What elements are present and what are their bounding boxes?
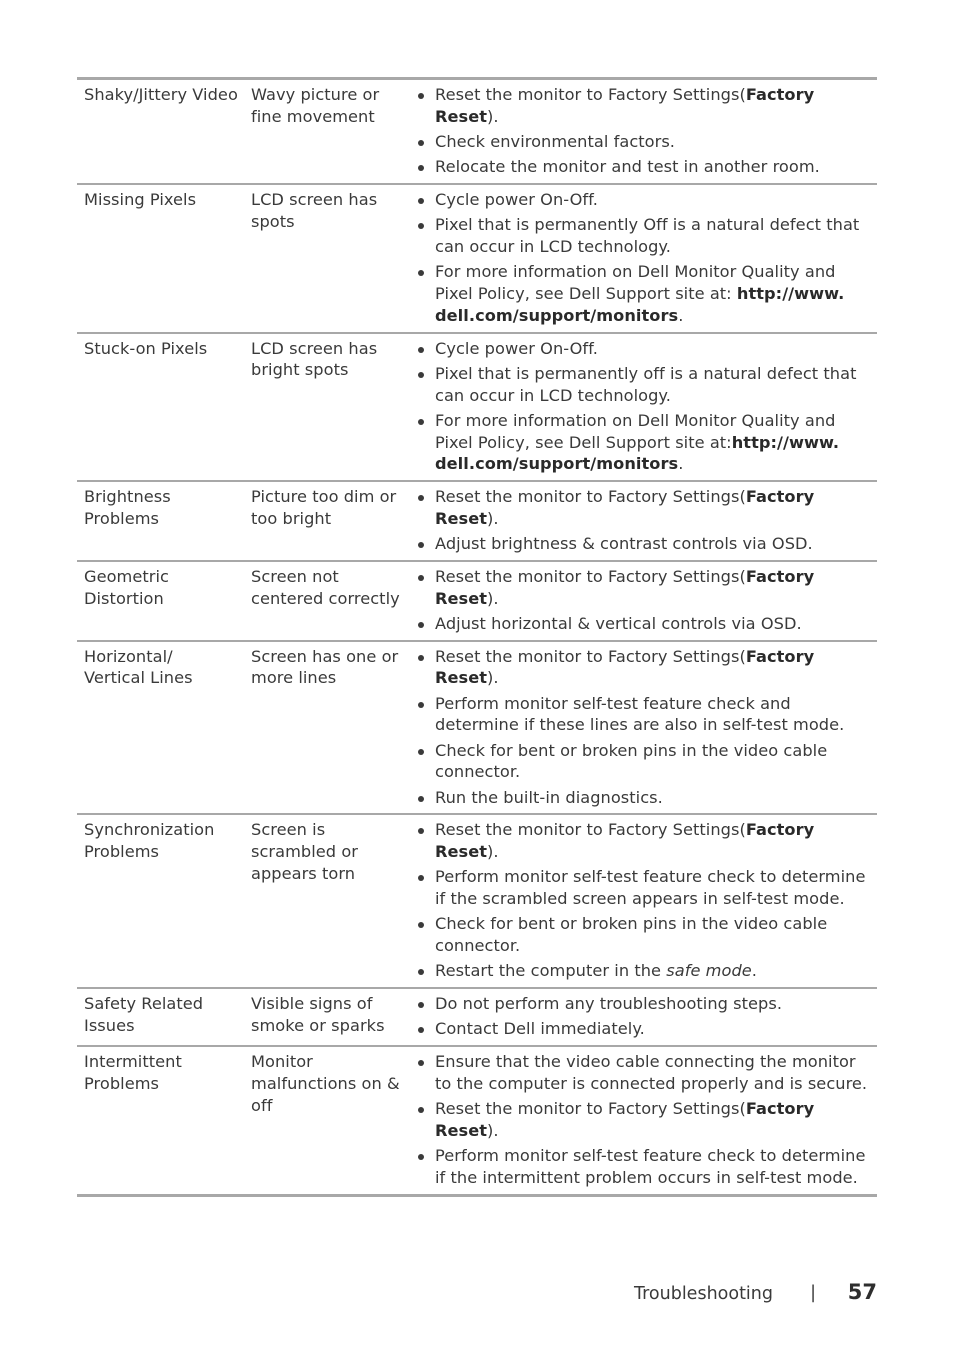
table-row [77,1046,877,1195]
problem-cell: Picture too dim or too bright [244,481,410,561]
bold-text: Factory Reset [435,1099,815,1140]
text-segment: ). [487,508,499,528]
text-segment: Restart the computer in the [435,961,667,981]
bold-text: http://www.​dell.com/support/monitors [435,432,840,474]
symptom-cell: Shaky/Jittery Video [84,85,238,104]
solution-item [416,1098,873,1142]
table-row [77,988,877,1046]
text-segment: Reset the monitor to Factory Settings( [435,1099,746,1119]
symptom-cell: Synchronization Problems [77,814,244,988]
bold-text: Factory Reset [435,487,815,528]
text-segment: For more information on Dell Monitor Quality and Pixel Policy, see Dell Support site at: [435,410,836,452]
solution-item [416,84,873,128]
text-segment: Pixel that is permanently off is a natural defect that can occur in LCD technology. [435,363,857,405]
text-segment: Run the built-in diagnostics. [435,787,663,807]
symptom-cell: Geometric Distortion [77,561,244,641]
solutions-cell [410,333,877,482]
solutions-cell [410,814,877,988]
text-segment: Reset the monitor to Factory Settings( [435,646,746,666]
solution-item [416,131,873,153]
problem-cell: Wavy picture or fine movement [251,85,380,126]
bold-text: Factory Reset [435,646,815,688]
solution-list [416,819,873,982]
symptom-cell: Safety Related Issues [77,988,244,1046]
solutions-cell [410,1046,877,1195]
italic-text: safe mode [666,961,752,981]
solution-item [416,993,873,1015]
text-segment: Cycle power On-Off. [435,189,598,209]
text-segment: Adjust brightness & contrast controls via OSD. [435,534,813,554]
solution-item [416,787,873,809]
bold-text: http://www.​dell.com/support/monitors [435,283,845,325]
text-segment: Perform monitor self-test feature check to determine if the scrambled screen appears in self-test mode. [435,867,866,909]
solution-item [416,363,873,407]
table-row [77,79,877,184]
table-row [77,333,877,482]
solution-list [416,486,873,555]
solution-list [416,646,873,809]
solutions-cell [410,79,877,184]
symptom-cell: Missing Pixels [77,184,244,333]
bold-text: Factory Reset [435,85,815,126]
solution-item [416,1051,873,1095]
symptom-cell: Horizontal/ Vertical Lines [77,641,244,815]
text-segment: Check environmental factors. [435,131,675,151]
table-row [77,641,877,815]
text-segment: Reset the monitor to Factory Settings( [435,487,746,507]
solution-list [416,84,873,178]
text-segment: Contact Dell immediately. [435,1019,645,1039]
solution-item [416,410,873,475]
solution-list [416,1051,873,1189]
solution-item [416,613,873,635]
problem-cell: Visible signs of smoke or sparks [244,988,410,1046]
text-segment: Reset the monitor to Factory Settings( [435,820,746,840]
symptom-cell: Brightness Problems [77,481,244,561]
table-body [77,79,877,1196]
solution-item [416,1145,873,1189]
text-segment: For more information on Dell Monitor Quality and Pixel Policy, see Dell Support site at: [435,262,836,303]
problem-cell: Screen has one or more lines [244,641,410,815]
bold-text: Factory Reset [435,566,815,608]
text-segment: Reset the monitor to Factory Settings( [435,566,746,586]
footer-section-title: Troubleshooting [633,1284,773,1304]
solutions-cell [410,481,877,561]
text-segment: ). [487,668,499,688]
text-segment: Perform monitor self-test feature check to determine if the intermittent problem occurs in self-test mode. [435,1146,866,1187]
text-segment: ). [487,588,499,608]
solution-item [416,156,873,178]
text-segment: Check for bent or broken pins in the video cable connector. [435,740,828,782]
text-segment: Cycle power On-Off. [435,338,598,358]
solution-item [416,486,873,530]
symptom-cell: Intermittent Problems [77,1046,244,1195]
problem-cell: Screen is scrambled or appears torn [244,814,410,988]
solution-item [416,1018,873,1040]
solution-item [416,338,873,360]
solution-list [416,189,873,327]
text-segment: Adjust horizontal & vertical controls via OSD. [435,613,802,633]
troubleshooting-table [77,77,877,1197]
text-segment: Pixel that is permanently Off is a natural defect that can occur in LCD technology. [435,215,860,256]
table-row [77,814,877,988]
text-segment: . [751,961,757,981]
text-segment: Check for bent or broken pins in the video cable connector. [435,914,828,956]
solutions-cell [410,561,877,641]
solution-item [416,866,873,910]
solution-item [416,913,873,957]
text-segment: ). [487,106,499,126]
text-segment: Perform monitor self-test feature check and determine if these lines are also in self-test mode. [435,693,845,735]
problem-cell: Screen not centered correctly [244,561,410,641]
text-segment: ). [487,842,499,862]
solution-item [416,819,873,863]
text-segment: Ensure that the video cable connecting the monitor to the computer is connected properly and is secure. [435,1052,868,1093]
text-segment: ). [487,1120,499,1140]
solution-item [416,214,873,258]
solutions-cell [410,988,877,1046]
text-segment: Do not perform any troubleshooting steps. [435,994,783,1014]
solution-item [416,261,873,326]
solution-item [416,646,873,690]
text-segment: Reset the monitor to Factory Settings( [435,85,746,104]
solution-item [416,566,873,610]
problem-cell: LCD screen has bright spots [244,333,410,482]
solution-item [416,740,873,784]
text-segment: . [678,454,684,474]
problem-cell: Monitor malfunctions on & off [244,1046,410,1195]
symptom-cell: Stuck-on Pixels [77,333,244,482]
footer-separator: | [810,1283,816,1303]
problem-cell: LCD screen has spots [244,184,410,333]
page-number: 57 [847,1280,877,1304]
text-segment: Relocate the monitor and test in another room. [435,157,820,177]
solution-item [416,960,873,982]
table-row [77,481,877,561]
solution-list [416,993,873,1040]
table-row [77,184,877,333]
solution-item [416,693,873,737]
solution-item [416,533,873,555]
text-segment: . [678,305,684,325]
solution-list [416,338,873,476]
bold-text: Factory Reset [435,820,815,862]
page-footer [0,1278,877,1312]
table-row [77,561,877,641]
solution-list [416,566,873,635]
solutions-cell [410,641,877,815]
solution-item [416,189,873,211]
solutions-cell [410,184,877,333]
